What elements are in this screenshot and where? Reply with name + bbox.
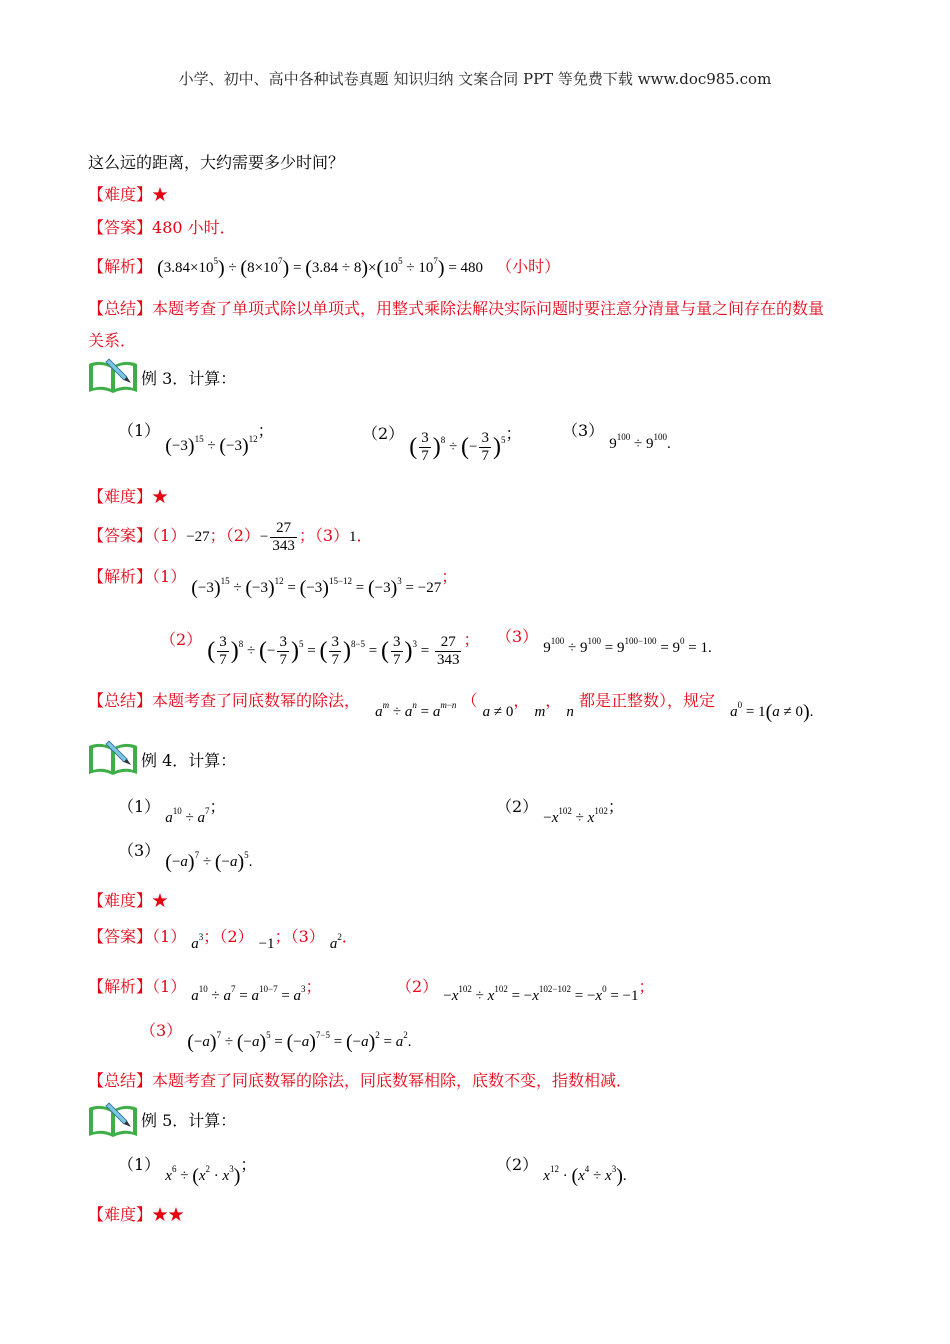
ex5-problem-1: （1） $x^6 \div (x^2 \cdot x^3)$； bbox=[118, 1155, 257, 1188]
ana-num-2: （2） bbox=[160, 629, 203, 649]
ana-num-1: （1） bbox=[152, 567, 187, 586]
sep: ； bbox=[638, 977, 655, 996]
ex5-p2-num: （2） bbox=[496, 1155, 539, 1174]
difficulty-label: 【难度】 bbox=[88, 891, 153, 910]
ans-num-1: （1） bbox=[152, 525, 187, 545]
example-title-row bbox=[141, 1108, 236, 1131]
summary-label: 【总结】 bbox=[88, 1071, 153, 1090]
example-calc: ．计算： bbox=[172, 369, 237, 388]
answer-label: 【答案】 bbox=[88, 927, 153, 946]
answer-row: 【答案】（1） $a^3$；（2） −1；（3） $a^2$． bbox=[88, 927, 358, 952]
answer-label: 【答案】 bbox=[88, 218, 153, 237]
analysis-row-3: （3） $9^{100} \div 9^{100} = 9^{100-100} = 9^0 = 1$. bbox=[496, 627, 712, 656]
ex4-problem-2: $(2) -x^{102} \div x^{102}$； bbox=[496, 797, 624, 826]
analysis-label: 【解析】 bbox=[88, 257, 153, 276]
example-calc: ．计算： bbox=[172, 1111, 237, 1130]
difficulty-row bbox=[88, 1202, 184, 1225]
analysis-row: 【解析】（1） $(-3)^{15} \div (-3)^{12} = (-3)^{15-12} = (-3)^3 = -27$； bbox=[88, 567, 458, 600]
difficulty-stars: ★ bbox=[152, 487, 169, 506]
answer-label: 【答案】 bbox=[88, 525, 153, 545]
analysis-row-3: （3） $(-a)^7 \div (-a)^5 = (-a)^{7-5} = (-a)^2 = a^2$. bbox=[140, 1021, 412, 1054]
sep: ； bbox=[305, 977, 322, 996]
sep: ； bbox=[607, 797, 624, 816]
difficulty-row bbox=[88, 182, 168, 205]
example-calc: ．计算： bbox=[172, 751, 237, 770]
analysis-row bbox=[88, 254, 560, 280]
sep: ； bbox=[298, 525, 315, 545]
ex3-problem-3: （3） $9^{100} \div 9^{100}$. bbox=[562, 421, 671, 452]
analysis-label: 【解析】 bbox=[88, 567, 153, 586]
summary-text-line2: 关系． bbox=[88, 331, 137, 350]
book-pencil-icon bbox=[87, 1100, 139, 1138]
difficulty-stars: ★ bbox=[152, 185, 169, 204]
example-title: 例 4 bbox=[141, 751, 173, 770]
summary-row: 【总结】本题考查了同底数幂的除法， $a^m \div a^n = a^{m-n}$ （ a ≠ 0， m， n 都是正整数），规定 $a^0 = 1(a \ne 0)$. bbox=[88, 691, 814, 724]
ans-num-3: （3） bbox=[290, 927, 325, 946]
ana-num-2: （2） bbox=[396, 977, 439, 996]
comma: ， bbox=[545, 691, 562, 710]
sep: ； bbox=[463, 629, 480, 649]
ex4-p3-num: （3） bbox=[118, 841, 161, 860]
unit-text: （小时） bbox=[496, 257, 561, 276]
ex4-p1-num: （1） bbox=[118, 797, 161, 816]
answer-row: 【答案】（1）−27；（2）− $\frac{27}{343}$ ；（3）1． bbox=[88, 520, 373, 554]
book-pencil-icon bbox=[87, 356, 139, 394]
summary-mid: 都是正整数），规定 bbox=[578, 691, 715, 710]
ana-num-1: （1） bbox=[152, 977, 187, 996]
ex5-problem-2: （2） $x^{12} \cdot (x^4 \div x^3)$. bbox=[496, 1155, 627, 1188]
ans-num-3: （3） bbox=[314, 525, 350, 545]
comma: ， bbox=[513, 691, 530, 710]
analysis-row: 【解析】（1） $a^{10} \div a^7 = a^{10-7} = a^3$； bbox=[88, 977, 322, 1004]
page-header: 小学、初中、高中各种试卷真题 知识归纳 文案合同 PPT 等免费下载 www.doc985.com bbox=[178, 70, 772, 88]
ex4-p2-num: （2） bbox=[496, 797, 539, 816]
question-text: 这么远的距离，大约需要多少时间？ bbox=[88, 153, 345, 172]
difficulty-stars: ★★ bbox=[152, 1205, 185, 1224]
difficulty-stars: ★ bbox=[152, 891, 169, 910]
summary-label: 【总结】 bbox=[88, 691, 153, 710]
summary-text: 本题考查了单项式除以单项式，用整式乘除法解决实际问题时要注意分清量与量之间存在的数量 bbox=[152, 299, 825, 318]
sep: ； bbox=[274, 927, 291, 946]
ex5-p1-num: （1） bbox=[118, 1155, 161, 1174]
summary-text: 本题考查了同底数幂的除法， bbox=[152, 691, 361, 710]
sep: ； bbox=[441, 567, 458, 586]
example-title-row bbox=[141, 748, 236, 771]
ex3-p3-num: （3） bbox=[562, 421, 605, 440]
sep: ； bbox=[257, 421, 274, 440]
ans-num-1: （1） bbox=[152, 927, 187, 946]
difficulty-label: 【难度】 bbox=[88, 487, 153, 506]
ans-num-2: （2） bbox=[225, 525, 260, 545]
ex3-p2-num: （2） bbox=[362, 423, 405, 443]
example-title-row bbox=[141, 366, 236, 389]
difficulty-row bbox=[88, 888, 168, 911]
formula: $(3.84\times 10^5) \div (8\times 10^7) = (3.84 \div 8)\times(10^5 \div 10^7) = 480$ bbox=[157, 256, 484, 280]
book-pencil-icon bbox=[87, 738, 139, 776]
ex4-problem-3: （3） $(-a)^7 \div (-a)^5$. bbox=[118, 841, 253, 874]
ex3-p1-num: （1） bbox=[118, 421, 161, 440]
example-title: 例 3 bbox=[141, 369, 173, 388]
analysis-row-2: （2） ( $\frac{3}{7}$ )$^8$ ÷ (− $\frac{3}{7}$ )$^5$ = ( $\frac{3}{7}$ )$^{8-5}$ = ( $\frac{3}{7}$ )$^3$ = $\frac{27}{343}$ ； bbox=[160, 629, 480, 668]
summary-row bbox=[88, 296, 824, 319]
ana-num-3: （3） bbox=[140, 1021, 183, 1040]
ex4-problem-1: （1） $a^{10} \div a^7$； bbox=[118, 797, 226, 826]
difficulty-label: 【难度】 bbox=[88, 185, 153, 204]
summary-label: 【总结】 bbox=[88, 299, 153, 318]
ex3-problem-2: （2） ( $\frac{3}{7}$ )$^8$ ÷ (− $\frac{3}{7}$ )$^5$； bbox=[362, 423, 522, 464]
answer-text: 480 小时． bbox=[152, 218, 236, 237]
example-title: 例 5 bbox=[141, 1111, 173, 1130]
ans-num-2: （2） bbox=[219, 927, 254, 946]
sep: ； bbox=[203, 927, 220, 946]
ana-num-3: （3） bbox=[496, 627, 539, 646]
sep: ； bbox=[505, 423, 522, 443]
analysis-label: 【解析】 bbox=[88, 977, 153, 996]
sep: ； bbox=[209, 525, 226, 545]
difficulty-row bbox=[88, 484, 168, 507]
ex3-problem-1: （1） $(-3)^{15} \div (-3)^{12}$； bbox=[118, 421, 274, 458]
sep: ； bbox=[209, 797, 226, 816]
summary-text: 本题考查了同底数幂的除法，同底数幂相除，底数不变，指数相减． bbox=[152, 1071, 633, 1090]
answer-row bbox=[88, 215, 236, 238]
analysis-row-2: $(2) -x^{102} \div x^{102} = -x^{102-102} = -x^0 = -1$； bbox=[396, 977, 655, 1004]
sep: ； bbox=[240, 1155, 257, 1174]
difficulty-label: 【难度】 bbox=[88, 1205, 153, 1224]
summary-row bbox=[88, 1068, 632, 1091]
